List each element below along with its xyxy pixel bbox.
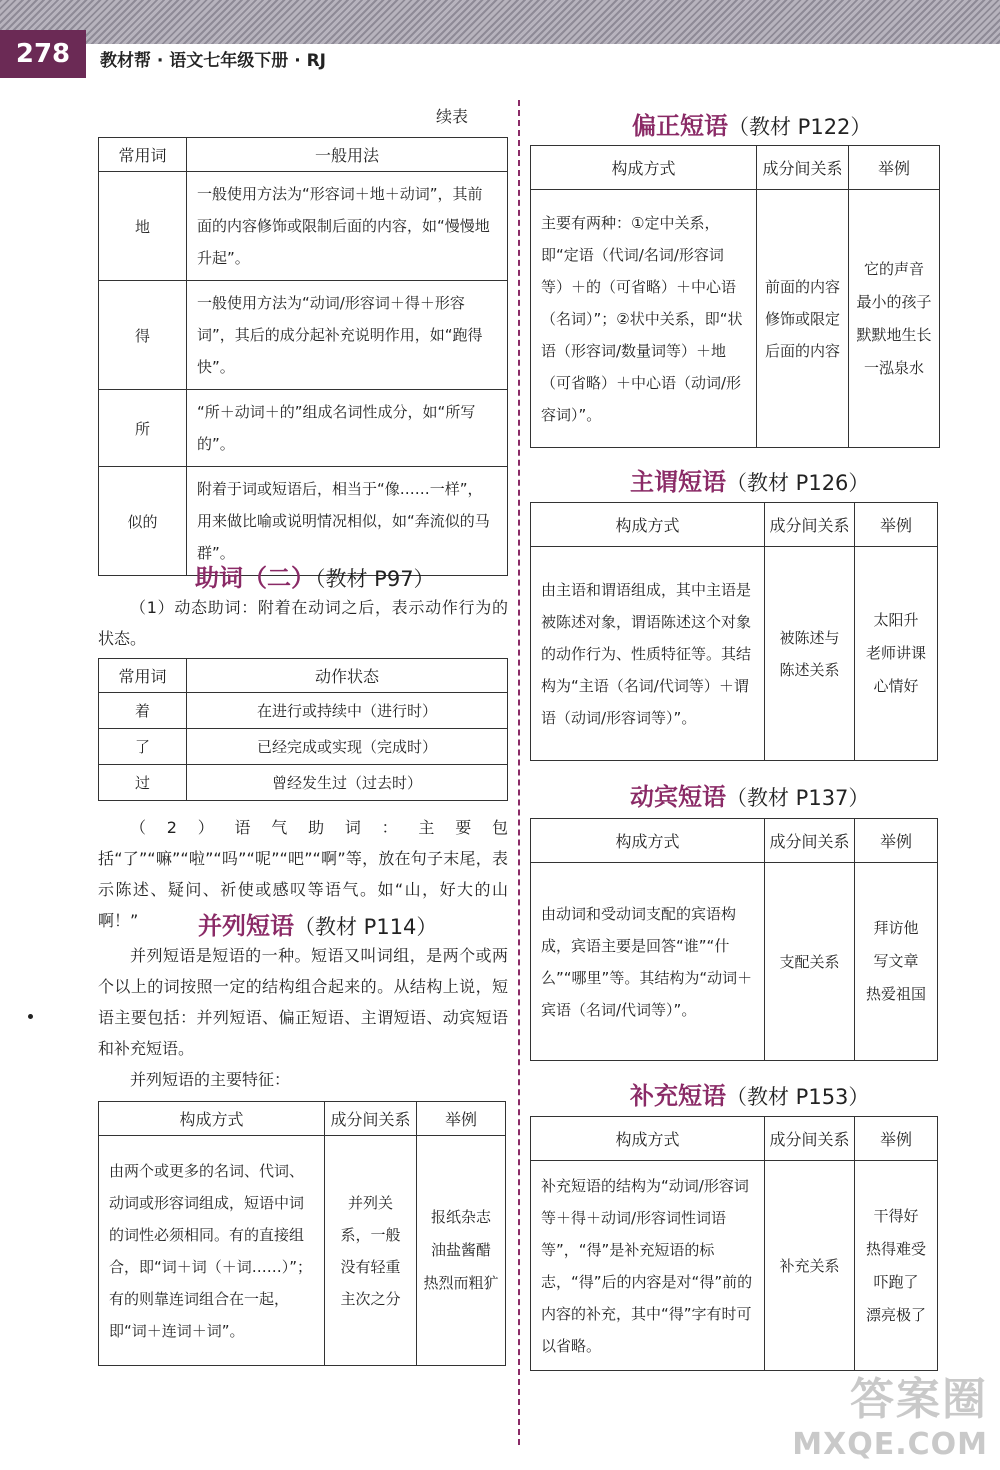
verb-object-table [530,818,938,1061]
table-header-row [99,659,508,693]
continued-table-label: 续表 [436,107,469,126]
column-divider [518,100,520,1445]
relation-cell: 并列关系，一般没有轻重主次之分 [325,1136,417,1366]
table-row [531,863,938,1061]
mood-auxiliary-paragraph: （2）语气助词：主要包括“了”“嘛”“啦”“吗”“呢”“吧”“啊”等，放在句子末尾，表示陈述、疑问、祈使或感叹等语气。如“山，好大的山啊！” [98,818,508,930]
table-header: 构成方式 [531,1117,765,1161]
examples-cell [855,547,938,761]
complement-phrase-table [530,1116,938,1371]
table-cell: “所＋动词＋的”组成名词性成分，如“所写的”。 [187,390,508,467]
section-title-verb-object [630,777,869,812]
table-header: 举例 [417,1102,506,1136]
relation-cell: 补充关系 [765,1161,855,1371]
example-item: 它的声音 [863,259,924,278]
table-cell: 在进行或持续中（进行时） [187,693,508,729]
relation-cell: 被陈述与陈述关系 [765,547,855,761]
modifier-phrase-table [530,145,940,448]
table-cell: 似的 [99,467,187,576]
table-cell: 已经完成或实现（完成时） [187,729,508,765]
example-item: 写文章 [873,952,919,970]
structure-cell: 补充短语的结构为“动词/形容词等＋得＋动词/形容词性词语等”，“得”是补充短语的标志，“得”后的内容是对“得”前的内容的补充，其中“得”字有时可以省略。 [531,1161,765,1371]
table-header: 成分间关系 [765,819,855,863]
parallel-features-label: 并列短语的主要特征： [130,1070,291,1089]
section-title-parallel [198,906,437,941]
section-title-complement [630,1076,869,1111]
watermark-url: MXQE.COM [792,1427,988,1462]
section-heading: 动宾短语 [630,783,726,811]
watermark [792,1363,988,1462]
section-heading: 补充短语 [630,1082,726,1110]
table-row [531,547,938,761]
table-header: 成分间关系 [765,503,855,547]
section-heading: 并列短语 [198,912,294,940]
margin-dot [28,1014,33,1019]
table-header: 举例 [855,819,938,863]
table-cell: 着 [99,693,187,729]
textbook-reference: （教材 P122） [728,115,872,139]
examples-cell [855,863,938,1061]
subject-predicate-table [530,502,938,761]
section-title-modifier [632,106,871,141]
table-header-row [531,503,938,547]
table-cell: 曾经发生过（过去时） [187,765,508,801]
table-header-row [531,1117,938,1161]
table-header: 成分间关系 [757,146,849,190]
table-header-row [531,146,940,190]
example-item: 热烈而粗犷 [423,1274,499,1292]
table-header: 构成方式 [99,1102,325,1136]
table-header-row [531,819,938,863]
structure-cell: 由动词和受动词支配的宾语构成，宾语主要是回答“谁”“什么”“哪里”等。其结构为“动词＋宾语（名词/代词等）”。 [531,863,765,1061]
table-header: 常用词 [99,659,187,693]
table-cell: 过 [99,765,187,801]
table-cell: 地 [99,172,187,281]
table-cell: 附着于词或短语后，相当于“像……一样”，用来做比喻或说明情况相似，如“奔流似的马群”。 [187,467,508,576]
structure-cell: 主要有两种：①定中关系，即“定语（代词/名词/形容词等）＋的（可省略）＋中心语（名词）”；②状中关系，即“状语（形容词/数量词等）＋地（可省略）＋中心语（动词/形容词）”。 [531,190,757,448]
table-header: 构成方式 [531,819,765,863]
table-row [531,190,940,448]
table-header: 举例 [855,1117,938,1161]
textbook-reference: （教材 P114） [294,915,438,939]
phrase-intro-paragraph: 并列短语是短语的一种。短语又叫词组，是两个或两个以上的词按照一定的结构组合起来的。从结构上说，短语主要包括：并列短语、偏正短语、主谓短语、动宾短语和补充短语。 [98,946,508,1058]
book-title: 教材帮 · 语文七年级下册 · RJ [100,51,327,71]
table-header: 构成方式 [531,146,757,190]
table-header-row [99,138,508,172]
table-header: 举例 [849,146,940,190]
section-title-subject-predicate [630,462,869,497]
textbook-reference: （教材 P137） [726,786,870,810]
textbook-reference: （教材 P126） [726,471,870,495]
example-item: 漂亮极了 [865,1305,926,1324]
table-cell: 得 [99,281,187,390]
table-header: 一般用法 [187,138,508,172]
examples-cell [855,1161,938,1371]
section-heading: 主谓短语 [630,468,726,496]
table-row [99,390,508,467]
example-item: 热得难受 [865,1239,926,1258]
table-row [531,1161,938,1371]
section-title-auxiliary-2 [195,558,435,593]
example-item: 报纸杂志 [430,1208,491,1226]
table-cell: 一般使用方法为“形容词＋地＋动词”，其前面的内容修饰或限制后面的内容，如“慢慢地升起”。 [187,172,508,281]
auxiliary-usage-table [98,137,508,576]
table-row [99,281,508,390]
examples-cell [417,1136,506,1366]
table-row [99,765,508,801]
example-item: 拜访他 [873,919,919,937]
example-item: 默默地生长 [856,325,932,344]
textbook-reference: （教材 P97） [315,567,435,591]
relation-cell: 前面的内容修饰或限定后面的内容 [757,190,849,448]
relation-cell: 支配关系 [765,863,855,1061]
table-header: 成分间关系 [765,1117,855,1161]
example-item: 油盐酱醋 [430,1241,491,1259]
example-item: 心情好 [873,677,919,695]
structure-cell: 由主语和谓语组成，其中主语是被陈述对象，谓语陈述这个对象的动作行为、性质特征等。其结构为“主语（名词/代词等）＋谓语（动词/形容词等）”。 [531,547,765,761]
table-header-row [99,1102,506,1136]
example-item: 热爱祖国 [865,985,926,1003]
example-item: 一泓泉水 [863,358,924,377]
table-cell: 了 [99,729,187,765]
watermark-text: 答案圈 [850,1374,988,1425]
dynamic-auxiliary-table [98,658,508,801]
table-row [99,1136,506,1366]
table-row [99,693,508,729]
section-heading: 偏正短语 [632,112,728,140]
example-item: 吓跑了 [873,1272,919,1291]
table-cell: 一般使用方法为“动词/形容词＋得＋形容词”，其后的成分起补充说明作用，如“跑得快”。 [187,281,508,390]
table-row [99,729,508,765]
table-header: 举例 [855,503,938,547]
page-number: 278 [0,30,86,78]
table-cell: 所 [99,390,187,467]
structure-cell: 由两个或更多的名词、代词、动词或形容词组成，短语中词的词性必须相同。有的直接组合，即“词＋词（＋词……）”；有的则靠连词组合在一起，即“词＋连词＋词”。 [99,1136,325,1366]
table-header: 动作状态 [187,659,508,693]
table-header: 构成方式 [531,503,765,547]
dynamic-auxiliary-paragraph: （1）动态助词：附着在动词之后，表示动作行为的状态。 [98,598,508,648]
example-item: 最小的孩子 [856,292,932,311]
example-item: 老师讲课 [865,644,926,662]
table-header: 成分间关系 [325,1102,417,1136]
example-item: 太阳升 [873,611,919,629]
parallel-phrase-table [98,1101,506,1366]
section-heading: 助词（二） [195,564,315,592]
example-item: 干得好 [873,1206,919,1225]
textbook-reference: （教材 P153） [726,1085,870,1109]
examples-cell [849,190,940,448]
table-row [99,172,508,281]
table-header: 常用词 [99,138,187,172]
